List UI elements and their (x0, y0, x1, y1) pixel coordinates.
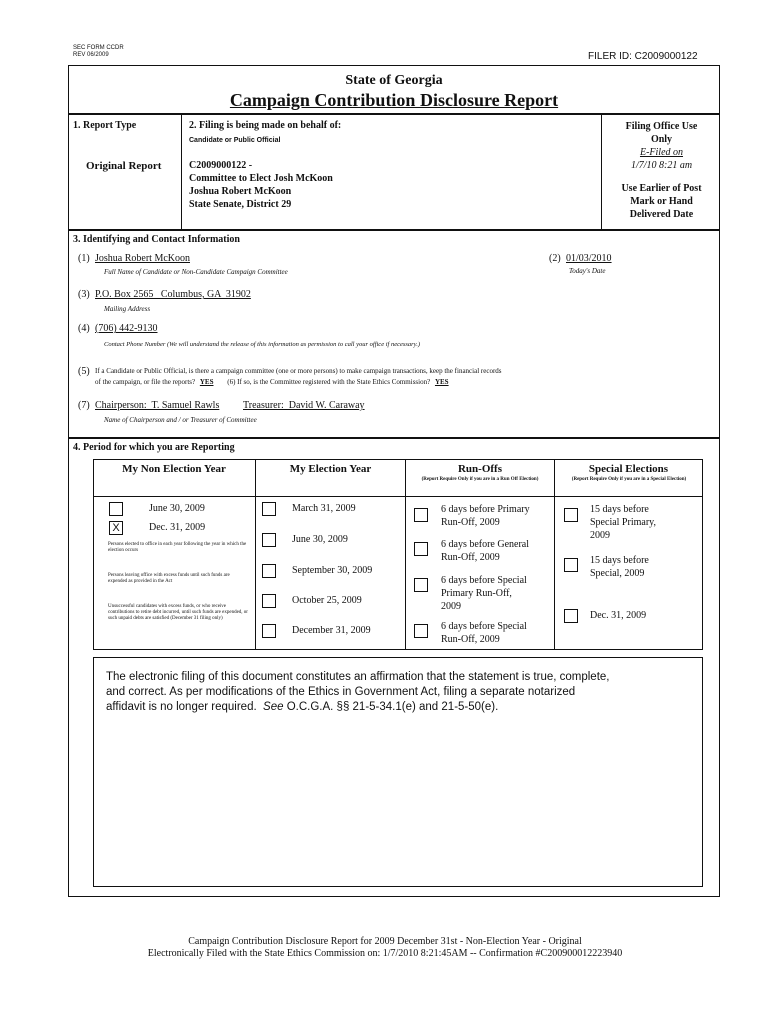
question-5-text: of the campaign, or file the reports? (95, 378, 196, 386)
option-text: 6 days before General (441, 539, 530, 550)
col-non-election: My Non Election Year (122, 463, 226, 475)
question-6-text: (6) If so, is the Committee registered with the State Ethics Commission? (227, 378, 431, 386)
non-election-note-1: Persons elected to office in each year following the year in which the election occurs (108, 542, 247, 553)
option-sept-30: September 30, 2009 (292, 565, 373, 576)
item-3-number: (3) (78, 289, 90, 300)
committee-name: Committee to Elect Josh McKoon (189, 173, 333, 184)
checkbox-primary-runoff[interactable] (414, 508, 428, 522)
option-primary-runoff (441, 503, 530, 529)
item-1-number: (1) (78, 253, 90, 264)
option-text: Primary Run-Off, (441, 588, 512, 599)
checkbox-special-primary[interactable] (564, 508, 578, 522)
item-5-number: (5) (78, 366, 90, 377)
question-5-line1: If a Candidate or Public Official, is there a campaign committee (one or more persons) to make campaign transactions, keep the financial records (95, 367, 502, 375)
item-7-number: (7) (78, 400, 90, 411)
section4-label: 4. Period for which you are Reporting (73, 442, 235, 453)
col-special-note: (Report Require Only if you are in a Special Election) (571, 477, 687, 482)
todays-date-value: 01/03/2010 (566, 253, 612, 264)
filing-behalf-label: 2. Filing is being made on behalf of: (189, 120, 342, 131)
chairperson-value: Chairperson: T. Samuel Rawls (95, 400, 220, 411)
chair-caption: Name of Chairperson and / or Treasurer of Committee (104, 416, 257, 424)
mailing-address-caption: Mailing Address (104, 305, 151, 313)
option-text: Run-Off, 2009 (441, 517, 500, 528)
option-text: 2009 (590, 530, 610, 541)
option-text: 6 days before Primary (441, 504, 530, 515)
divider (93, 496, 703, 497)
office-use-box (603, 120, 720, 221)
form-revision: REV 06/2009 (73, 52, 109, 58)
option-dec-31: Dec. 31, 2009 (149, 522, 206, 533)
checkbox-election-dec-31[interactable] (262, 624, 276, 638)
checkbox-dec-31[interactable]: X (109, 521, 123, 535)
filer-info (189, 159, 333, 211)
divider (554, 459, 555, 650)
checkbox-sept-30[interactable] (262, 564, 276, 578)
todays-date-caption: Today's Date (569, 267, 606, 275)
form-code: SEC FORM CCDR (73, 45, 124, 51)
non-election-note-2: Persons leaving office with excess funds until such funds are expended as provided in the Act (108, 573, 230, 584)
office-name: State Senate, District 29 (189, 199, 292, 210)
state-title: State of Georgia (345, 73, 443, 88)
option-election-dec-31: December 31, 2009 (292, 625, 371, 636)
section3-label: 3. Identifying and Contact Information (73, 234, 240, 245)
col-special: Special Elections (588, 463, 669, 475)
divider (68, 437, 720, 439)
checkbox-election-june-30[interactable] (262, 533, 276, 547)
checkbox-general-runoff[interactable] (414, 542, 428, 556)
option-text: Special Primary, (590, 517, 657, 528)
affirmation-line-1: The electronic filing of this document constitutes an affirmation that the statement is true, complete, (106, 671, 610, 683)
non-election-note-3: Unsuccessful candidates with excess funds, or who receive contributions to retire debt incurred, until such funds are expended, or such unpaid debts are satisfied (December 31 filing only) (108, 604, 248, 621)
checkbox-march-31[interactable] (262, 502, 276, 516)
page-title: Campaign Contribution Disclosure Report (229, 90, 559, 110)
affirmation-line-2: and correct. As per modifications of the Ethics in Government Act, filing a separate notarized (106, 686, 576, 698)
divider (255, 459, 256, 650)
option-special-dec-31: Dec. 31, 2009 (590, 610, 647, 621)
mailing-address-value: P.O. Box 2565 Columbus, GA 31902 (95, 289, 251, 300)
candidate-name: Joshua Robert McKoon (189, 186, 292, 197)
option-special-runoff (441, 620, 527, 646)
col-runoffs-note: (Report Require Only if you are in a Run Off Election) (421, 477, 539, 482)
option-text: 6 days before Special (441, 575, 527, 586)
treasurer-value: Treasurer: David W. Caraway (243, 400, 365, 411)
option-special-primary-runoff (441, 574, 527, 613)
report-type-value: Original Report (86, 160, 162, 172)
checkbox-oct-25[interactable] (262, 594, 276, 608)
checkbox-special-runoff[interactable] (414, 624, 428, 638)
efiled-label: E-Filed on (639, 147, 684, 158)
option-special (590, 554, 649, 580)
office-use-note-3: Delivered Date (629, 209, 694, 220)
full-name-value: Joshua Robert McKoon (95, 253, 190, 264)
checkbox-special-dec-31[interactable] (564, 609, 578, 623)
full-name-caption: Full Name of Candidate or Non-Candidate Campaign Committee (104, 268, 288, 276)
office-use-note-2: Mark or Hand (630, 196, 693, 207)
office-use-note-1: Use Earlier of Post (621, 183, 702, 194)
office-use-only: Only (650, 134, 673, 145)
divider (68, 113, 720, 115)
option-election-june-30: June 30, 2009 (292, 534, 348, 545)
filing-behalf-sublabel: Candidate or Public Official (189, 137, 281, 144)
option-text: Run-Off, 2009 (441, 634, 500, 645)
question-6-answer: YES (434, 378, 449, 386)
affirmation-text-a: affidavit is no longer required. (106, 701, 264, 713)
divider (405, 459, 406, 650)
office-use-title: Filing Office Use (625, 121, 698, 132)
affirmation-line-3 (106, 700, 610, 715)
affirmation-text (106, 670, 610, 715)
option-text: 15 days before (590, 555, 649, 566)
item-2-number: (2) (549, 253, 561, 264)
checkbox-june-30[interactable] (109, 502, 123, 516)
filer-id: FILER ID: C2009000122 (588, 51, 698, 62)
col-runoffs: Run-Offs (457, 463, 502, 475)
divider (68, 229, 720, 231)
option-general-runoff (441, 538, 529, 564)
footer-line-2: Electronically Filed with the State Ethics Commission on: 1/7/2010 8:21:45AM -- Confirmation #C200900012223940 (147, 948, 623, 959)
question-5-line2 (95, 378, 449, 386)
affirmation-see: See (263, 701, 284, 713)
option-text: 6 days before Special (441, 621, 527, 632)
footer-line-1: Campaign Contribution Disclosure Report for 2009 December 31st - Non-Election Year - Original (188, 936, 582, 947)
checkbox-special-primary-runoff[interactable] (414, 578, 428, 592)
divider (181, 113, 182, 230)
option-march-31: March 31, 2009 (292, 503, 356, 514)
report-type-label: 1. Report Type (73, 120, 137, 131)
option-text: 2009 (441, 601, 461, 612)
efiled-date: 1/7/10 8:21 am (630, 160, 693, 171)
question-5-answer: YES (199, 378, 214, 386)
affirmation-text-b: O.C.G.A. §§ 21-5-34.1(e) and 21-5-50(e). (283, 701, 499, 713)
phone-value: (706) 442-9130 (95, 323, 158, 334)
filer-id-line: C2009000122 - (189, 160, 253, 171)
option-text: 15 days before (590, 504, 649, 515)
option-special-primary (590, 503, 656, 542)
option-june-30: June 30, 2009 (149, 503, 205, 514)
col-election: My Election Year (289, 463, 372, 475)
option-text: Run-Off, 2009 (441, 552, 500, 563)
option-oct-25: October 25, 2009 (292, 595, 362, 606)
phone-caption: Contact Phone Number (We will understand the release of this information as permission to call your office if necessary.) (104, 341, 421, 348)
checkbox-special[interactable] (564, 558, 578, 572)
item-4-number: (4) (78, 323, 90, 334)
option-text: Special, 2009 (590, 568, 645, 579)
